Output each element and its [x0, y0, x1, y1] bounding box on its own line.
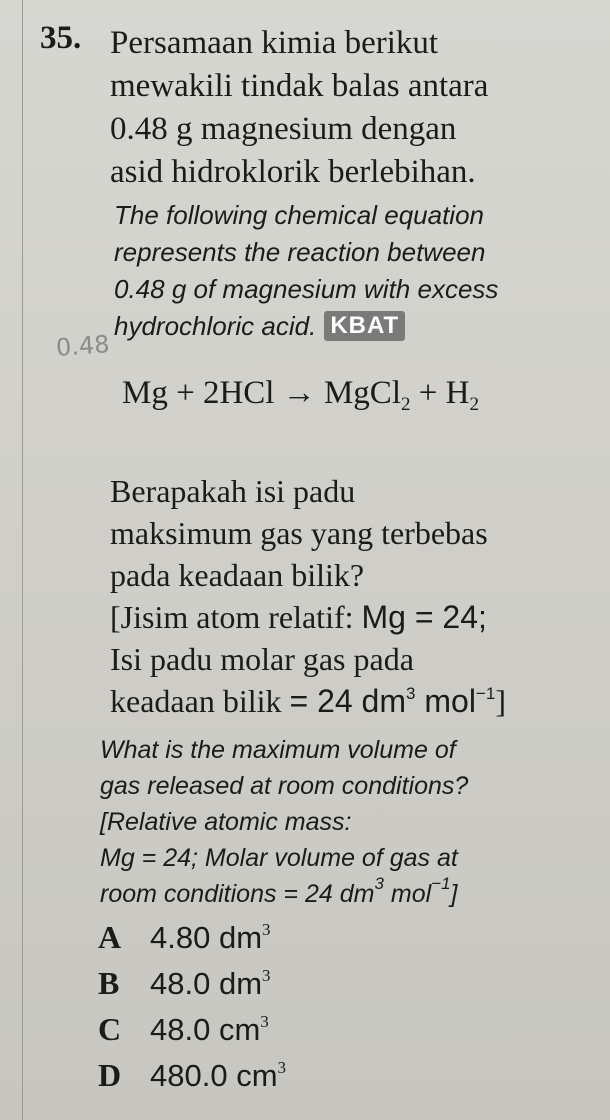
malay-question-line: maksimum gas yang terbebas — [110, 515, 488, 551]
english-intro — [114, 197, 584, 345]
option-value: 4.80 dm — [150, 920, 263, 955]
english-question-line: [Relative atomic mass: — [100, 808, 352, 836]
english-question-line: gas released at room conditions? — [100, 772, 469, 800]
option-letter: A — [98, 919, 122, 955]
pencil-annotation: 0.48 — [55, 330, 111, 362]
english-intro-line: represents the reaction between — [114, 237, 486, 267]
reaction-arrow: → — [282, 375, 316, 411]
margin-rule — [22, 0, 23, 1120]
english-data-line: room conditions = 24 $dm^3$ mol$^{-1}$] — [100, 874, 458, 908]
malay-intro-line: asid hidroklorik berlebihan. — [110, 154, 476, 190]
english-intro-line: The following chemical equation — [114, 200, 484, 230]
english-question-line: Mg = 24; Molar volume of gas at — [100, 844, 458, 872]
chemical-equation — [122, 375, 479, 416]
malay-question-line: Berapakah isi padu — [110, 473, 356, 509]
malay-intro — [110, 22, 580, 194]
option-b[interactable]: B 48.0 $dm^3$ — [98, 965, 271, 1001]
english-intro-line — [114, 308, 584, 345]
english-intro-text: hydrochloric acid. — [114, 311, 317, 341]
option-value: 48.0 cm — [150, 1012, 261, 1047]
equation-product-h2: $H_2$ — [445, 375, 479, 415]
equation-plus: + — [418, 375, 438, 411]
option-c[interactable]: C 48.0 $cm^3$ — [98, 1011, 269, 1047]
malay-intro-line: mewakili tindak balas antara — [110, 68, 489, 104]
option-a[interactable]: A 4.80 $dm^3$ — [98, 919, 271, 955]
option-d[interactable]: D 480.0 $cm^3$ — [98, 1057, 287, 1093]
malay-data-line: Isi padu molar gas pada — [110, 641, 414, 677]
malay-data-line: [Jisim atom relatif: Mg = 24; — [110, 599, 487, 635]
kbat-badge: KBAT — [324, 311, 405, 341]
molar-volume-value: = 24 $dm^3$ mol$^{-1}$ — [289, 683, 496, 719]
equation-product-mgcl2: MgCl$_2$ — [323, 375, 411, 415]
option-letter: B — [98, 965, 120, 1001]
english-question — [100, 732, 580, 912]
option-value: 48.0 dm — [150, 966, 263, 1001]
option-value: 480.0 cm — [150, 1058, 278, 1093]
english-intro-line: 0.48 g of magnesium with excess — [114, 274, 499, 304]
malay-data-line: keadaan bilik = 24 $dm^3$ mol$^{-1}$] — [110, 683, 506, 719]
option-letter: D — [98, 1057, 122, 1093]
equation-reactants: Mg + 2HCl — [122, 375, 275, 411]
malay-intro-line: Persamaan kimia berikut — [110, 25, 439, 61]
malay-intro-line: 0.48 g magnesium dengan — [110, 111, 457, 147]
malay-question-line: pada keadaan bilik? — [110, 557, 365, 593]
mg-mass-value: Mg = 24; — [361, 599, 487, 635]
option-letter: C — [98, 1011, 122, 1047]
english-question-line: What is the maximum volume of — [100, 736, 456, 764]
malay-question — [110, 470, 590, 722]
question-number: 35. — [40, 20, 82, 56]
